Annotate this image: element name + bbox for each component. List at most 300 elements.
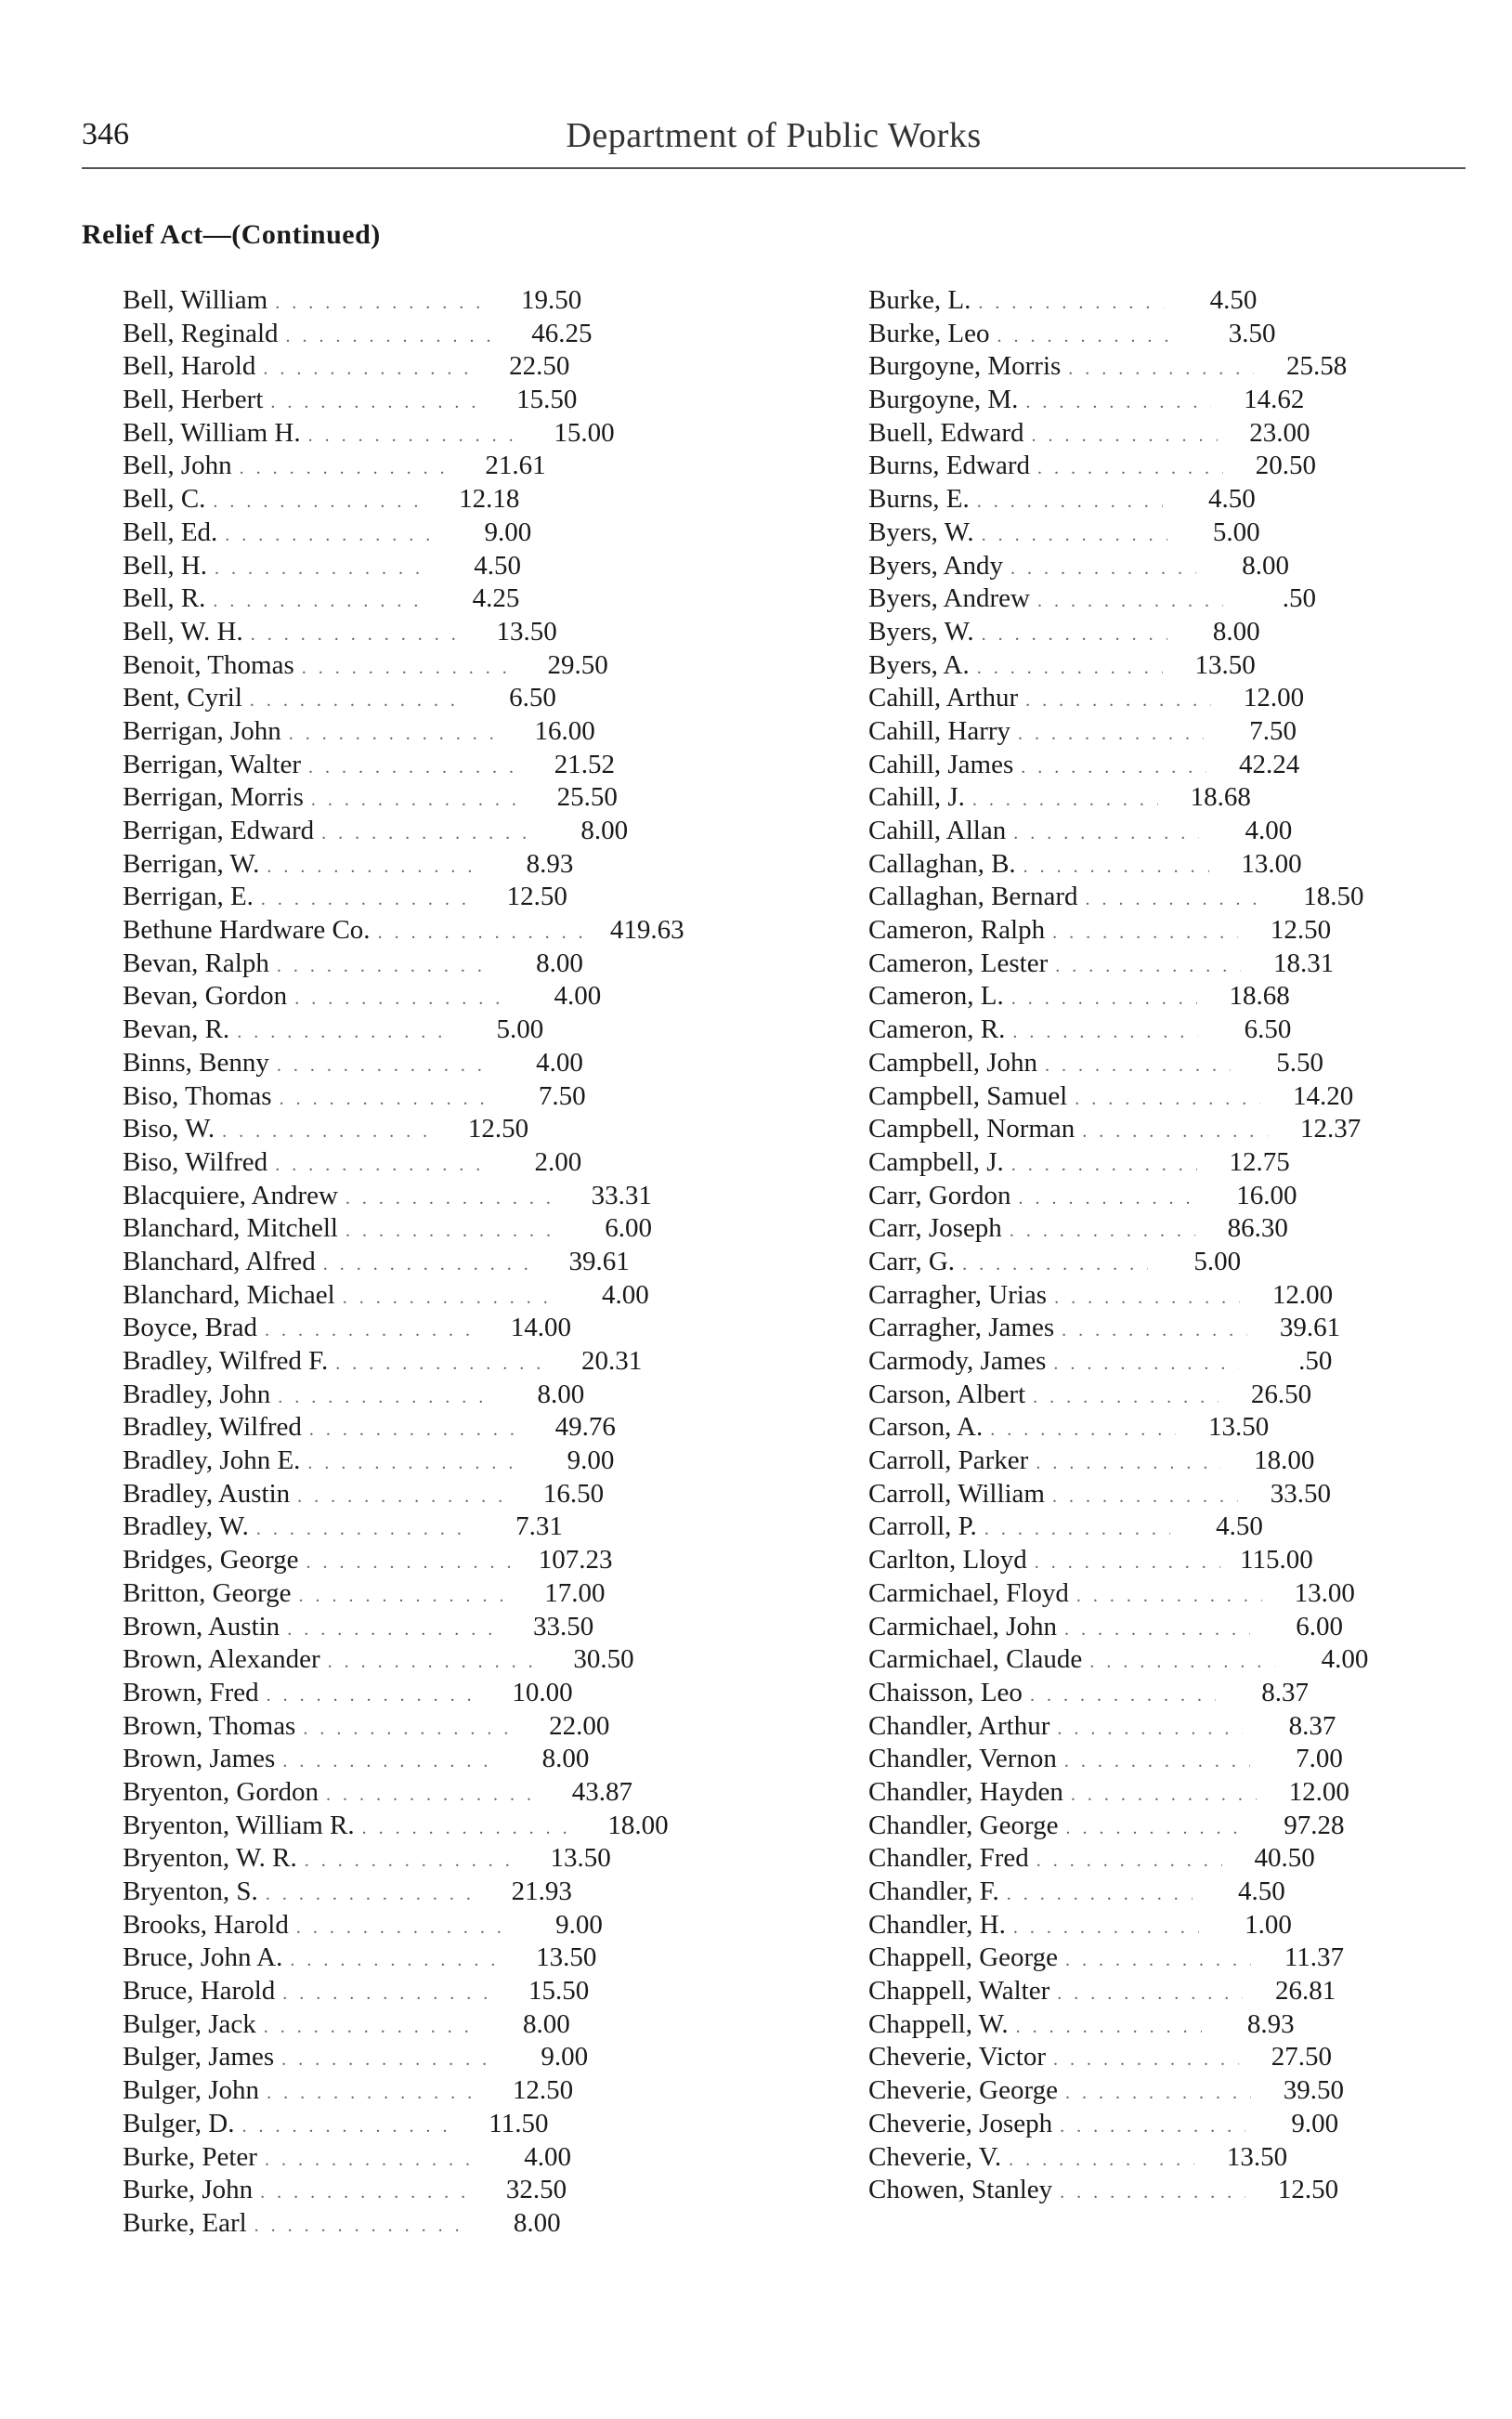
payee-name: Carmichael, Claude (868, 1644, 1083, 1675)
payee-name: Cameron, R. (868, 1014, 1006, 1045)
dot-leader (997, 320, 1182, 354)
list-item (868, 1842, 1385, 1876)
dot-leader (345, 1183, 559, 1216)
payment-amount: 4.00 (554, 981, 602, 1012)
list-item (868, 516, 1385, 550)
payment-amount: 32.50 (505, 2175, 567, 2205)
list-item (123, 649, 685, 683)
dot-leader (270, 386, 484, 420)
list-item (868, 682, 1385, 715)
dot-leader (1010, 1215, 1195, 1249)
payee-name: Bevan, Ralph (123, 948, 269, 978)
dot-leader (267, 2077, 480, 2111)
list-item (123, 1013, 685, 1047)
payment-amount: 11.50 (489, 2108, 549, 2138)
payment-amount: .50 (1298, 1346, 1333, 1376)
payee-name: Cameron, L. (868, 981, 1004, 1012)
list-item (868, 815, 1385, 848)
payee-name: Burgoyne, M. (868, 385, 1019, 415)
dot-leader (335, 1348, 549, 1381)
payment-amount: 13.00 (1294, 1577, 1355, 1608)
dot-leader (237, 1016, 450, 1050)
list-item (868, 2108, 1385, 2141)
payment-amount: 25.58 (1286, 351, 1348, 382)
list-item (123, 1909, 685, 1942)
list-item (123, 550, 685, 583)
payment-amount: 9.00 (1291, 2108, 1339, 2138)
dot-leader (1052, 917, 1238, 950)
running-title: Department of Public Works (566, 116, 982, 155)
payment-amount: 13.00 (1241, 848, 1302, 879)
list-item (868, 550, 1385, 583)
payment-amount: 33.50 (532, 1611, 594, 1641)
dot-leader (303, 1713, 516, 1746)
list-item (123, 1246, 685, 1279)
list-item (123, 1643, 685, 1677)
payment-amount: 13.50 (1226, 2141, 1288, 2172)
payment-amount: 8.00 (1212, 616, 1260, 647)
payee-name: Biso, W. (123, 1114, 215, 1144)
payment-amount: 4.00 (536, 1047, 583, 1078)
payment-amount: 12.50 (1277, 2175, 1339, 2205)
payee-name: Carr, Joseph (868, 1213, 1002, 1244)
payee-name: Brown, James (123, 1744, 276, 1774)
payment-amount: 25.50 (556, 782, 618, 813)
payee-name: Berrigan, E. (123, 882, 254, 912)
payee-name: Bell, Harold (123, 351, 256, 382)
list-item (868, 417, 1385, 451)
list-item (123, 2174, 685, 2207)
payment-amount: 13.50 (1194, 649, 1256, 680)
payee-name: Carlton, Lloyd (868, 1545, 1027, 1576)
payment-amount: 7.31 (515, 1511, 563, 1542)
list-item (868, 715, 1385, 749)
payment-amount: 8.00 (513, 2207, 561, 2238)
payee-name: Brown, Alexander (123, 1644, 320, 1675)
list-item (868, 384, 1385, 417)
payment-amount: 4.00 (601, 1279, 649, 1310)
dot-leader (305, 1845, 518, 1878)
payment-amount: 4.50 (1208, 484, 1256, 515)
list-item (123, 1842, 685, 1876)
payee-name: Campbell, John (868, 1047, 1038, 1078)
dot-leader (260, 2177, 474, 2210)
payee-name: Chowen, Stanley (868, 2175, 1053, 2205)
payee-name: Berrigan, John (123, 715, 281, 746)
payment-amount: 97.28 (1284, 1810, 1345, 1840)
payment-amount: 12.50 (467, 1114, 529, 1144)
payment-amount: 115.00 (1240, 1545, 1313, 1576)
dot-leader (297, 1481, 511, 1514)
payment-amount: 20.50 (1255, 451, 1316, 481)
payment-amount: 21.61 (485, 451, 546, 481)
payee-name: Carmichael, John (868, 1611, 1057, 1641)
payment-amount: 6.00 (1296, 1611, 1343, 1641)
list-item (868, 948, 1385, 981)
payment-amount: 9.00 (555, 1909, 603, 1940)
dot-leader (280, 1083, 493, 1117)
payee-name: Britton, George (123, 1577, 292, 1608)
dot-leader (299, 1580, 513, 1614)
payee-name: Bent, Cyril (123, 683, 242, 713)
payee-name: Blacquiere, Andrew (123, 1180, 338, 1210)
list-item (123, 848, 685, 882)
list-item (123, 1478, 685, 1511)
payee-name: Carroll, William (868, 1478, 1045, 1509)
payment-amount: 9.00 (484, 516, 532, 547)
dot-leader (250, 685, 463, 718)
list-item (123, 1544, 685, 1577)
list-item (868, 649, 1385, 683)
payment-amount: 39.61 (1279, 1313, 1341, 1343)
list-item (868, 284, 1385, 318)
payee-name: Cahill, Harry (868, 715, 1011, 746)
payment-amount: 18.50 (1303, 882, 1364, 912)
payee-name: Benoit, Thomas (123, 649, 294, 680)
list-item (123, 1180, 685, 1213)
payment-amount: 39.61 (568, 1246, 630, 1276)
payment-amount: 15.50 (528, 1976, 590, 2007)
payment-amount: 12.50 (506, 882, 567, 912)
list-item (868, 1810, 1385, 1843)
dot-leader (287, 1614, 501, 1647)
list-item (123, 1776, 685, 1810)
payment-amount: 49.76 (554, 1412, 616, 1443)
dot-leader (1054, 1282, 1240, 1315)
list-item (868, 1975, 1385, 2008)
payee-name: Bradley, W. (123, 1511, 249, 1542)
dot-leader (1057, 1978, 1243, 2011)
payment-amount: 43.87 (571, 1776, 633, 1807)
list-item (123, 318, 685, 351)
dot-leader (978, 287, 1164, 320)
payee-name: Bell, Herbert (123, 385, 264, 415)
payee-name: Bethune Hardware Co. (123, 915, 371, 946)
payment-amount: 22.00 (549, 1710, 610, 1741)
payee-name: Brown, Austin (123, 1611, 280, 1641)
list-item (868, 1345, 1385, 1379)
dot-leader (302, 652, 515, 686)
list-item (123, 1379, 685, 1412)
payee-name: Biso, Thomas (123, 1080, 272, 1111)
list-item (123, 1611, 685, 1644)
payment-amount: 8.00 (1242, 550, 1289, 581)
list-item (868, 2074, 1385, 2108)
payee-name: Carmichael, Floyd (868, 1577, 1069, 1608)
payee-name: Bruce, Harold (123, 1976, 276, 2007)
dot-leader (213, 486, 426, 519)
payment-amount: 14.00 (510, 1313, 571, 1343)
dot-leader (282, 1978, 496, 2011)
dot-leader (982, 619, 1167, 652)
list-item (868, 881, 1385, 914)
payee-name: Bulger, James (123, 2042, 275, 2072)
list-item (868, 980, 1385, 1013)
payee-name: Bryenton, Gordon (123, 1776, 319, 1807)
payee-name: Burke, L. (868, 285, 971, 315)
list-item (868, 616, 1385, 649)
dot-leader (308, 752, 522, 785)
list-item (868, 2008, 1385, 2042)
dot-leader (265, 1314, 478, 1348)
list-item (868, 1113, 1385, 1146)
list-item (123, 1113, 685, 1146)
payment-amount: 14.62 (1244, 385, 1305, 415)
list-item (123, 417, 685, 451)
payee-name: Chandler, Hayden (868, 1776, 1063, 1807)
list-item (123, 749, 685, 782)
payee-name: Byers, A. (868, 649, 970, 680)
payment-amount: 8.93 (1246, 2008, 1295, 2039)
payee-name: Chandler, Fred (868, 1843, 1029, 1874)
payee-name: Byers, Andrew (868, 583, 1030, 614)
payee-name: Binns, Benny (123, 1047, 269, 1078)
list-item (123, 1876, 685, 1909)
payment-amount: 20.31 (580, 1346, 643, 1376)
payment-amount: 4.50 (474, 550, 522, 581)
list-item (868, 1279, 1385, 1313)
dot-leader (1053, 2044, 1239, 2077)
dot-leader (306, 1547, 520, 1580)
list-item (123, 781, 685, 815)
payee-name: Bruce, John A. (123, 1942, 283, 1973)
dot-leader (1036, 1447, 1221, 1481)
payee-name: Campbell, Samuel (868, 1080, 1068, 1111)
payment-amount: 18.00 (1254, 1445, 1315, 1476)
payee-name: Buell, Edward (868, 417, 1024, 448)
payee-name: Bradley, Wilfred F. (123, 1346, 329, 1376)
payee-name: Cameron, Ralph (868, 915, 1046, 946)
payee-name: Chandler, Arthur (868, 1710, 1050, 1741)
payee-name: Chappell, Walter (868, 1976, 1050, 2007)
dot-leader (1065, 1944, 1251, 1978)
dot-leader (1033, 1381, 1219, 1415)
list-item (123, 1146, 685, 1180)
dot-leader (266, 1878, 479, 1912)
list-item (868, 318, 1385, 351)
list-item (123, 450, 685, 483)
payment-amount: 29.50 (547, 649, 608, 680)
payee-name: Boyce, Brad (123, 1313, 257, 1343)
payment-amount: 5.00 (1212, 516, 1260, 547)
payment-amount: 9.00 (541, 2042, 589, 2072)
payee-name: Chandler, Vernon (868, 1744, 1057, 1774)
payee-name: Cahill, James (868, 749, 1014, 779)
list-item (868, 1909, 1385, 1942)
list-item (123, 815, 685, 848)
list-item (123, 914, 685, 948)
list-item (868, 1180, 1385, 1213)
payment-amount: 18.31 (1273, 948, 1335, 978)
list-item (123, 948, 685, 981)
payment-amount: 86.30 (1227, 1213, 1288, 1244)
payee-name: Carroll, Parker (868, 1445, 1029, 1476)
payee-name: Bradley, John (123, 1379, 271, 1409)
payment-amount: 12.00 (1243, 683, 1305, 713)
list-item (868, 1379, 1385, 1412)
list-item (123, 2108, 685, 2141)
payment-amount: 419.63 (609, 915, 684, 946)
dot-leader (1037, 452, 1223, 486)
payment-amount: 10.00 (512, 1677, 573, 1707)
payment-amount: .50 (1282, 583, 1316, 614)
dot-leader (240, 452, 453, 486)
payee-name: Brown, Thomas (123, 1710, 296, 1741)
payee-name: Blanchard, Michael (123, 1279, 335, 1310)
list-item (868, 1643, 1385, 1677)
list-item (868, 350, 1385, 384)
payment-amount: 8.00 (541, 1744, 590, 1774)
payee-name: Burke, Leo (868, 318, 990, 348)
dot-leader (1035, 1547, 1220, 1580)
payment-amount: 33.31 (591, 1180, 652, 1210)
dot-leader (278, 1381, 491, 1415)
dot-leader (1065, 2077, 1251, 2111)
payee-name: Cameron, Lester (868, 948, 1049, 978)
dot-leader (1062, 1314, 1247, 1348)
payment-amount: 16.50 (542, 1478, 605, 1509)
payee-name: Bryenton, W. R. (123, 1843, 297, 1874)
payee-name: Chappell, George (868, 1942, 1059, 1973)
dot-leader (1009, 2144, 1194, 2177)
dot-leader (1060, 2177, 1245, 2210)
dot-leader (311, 784, 525, 817)
payment-amount: 18.68 (1229, 981, 1290, 1012)
payee-name: Berrigan, Walter (123, 749, 301, 779)
payment-amount: 23.00 (1249, 417, 1310, 448)
payment-amount: 7.50 (1249, 715, 1297, 746)
dot-leader (1064, 1614, 1250, 1647)
list-item (868, 1411, 1385, 1445)
dot-leader (1016, 2011, 1202, 2045)
payment-amount: 4.50 (1209, 285, 1258, 315)
dot-leader (1037, 585, 1223, 619)
payee-name: Bevan, Gordon (123, 981, 288, 1012)
dot-leader (1025, 386, 1211, 420)
payment-amount: 16.00 (534, 715, 595, 746)
dot-leader (1064, 1746, 1250, 1779)
dot-leader (378, 917, 592, 950)
list-item (868, 1710, 1385, 1744)
payee-name: Bradley, Austin (123, 1478, 291, 1509)
dot-leader (977, 486, 1163, 519)
payee-name: Carroll, P. (868, 1511, 977, 1542)
list-item (123, 1510, 685, 1544)
list-item (123, 1942, 685, 1975)
list-item (123, 1212, 685, 1246)
dot-leader (289, 718, 502, 752)
dot-leader (323, 1249, 537, 1282)
payee-name: Chandler, F. (868, 1876, 999, 1906)
dot-leader (261, 883, 475, 917)
payment-amount: 4.00 (524, 2141, 571, 2172)
payee-name: Brown, Fred (123, 1677, 259, 1707)
list-item (868, 1677, 1385, 1710)
payment-amount: 18.68 (1190, 782, 1251, 813)
dot-leader (1052, 1481, 1238, 1514)
dot-leader (215, 553, 428, 586)
dot-leader (307, 1447, 521, 1481)
payment-amount: 7.50 (538, 1080, 586, 1111)
payment-amount: 12.50 (512, 2075, 574, 2106)
payee-name: Berrigan, Edward (123, 816, 315, 845)
dot-leader (1012, 1016, 1198, 1050)
dot-leader (275, 287, 489, 320)
dot-leader (1071, 1779, 1257, 1812)
dot-leader (1089, 1646, 1275, 1680)
left-column-list (123, 284, 685, 2241)
payee-name: Byers, Andy (868, 550, 1003, 581)
list-item (868, 483, 1385, 516)
payment-amount: 33.50 (1270, 1478, 1331, 1509)
list-item (868, 1776, 1385, 1810)
payment-amount: 107.23 (538, 1545, 613, 1576)
payee-name: Bell, H. (123, 550, 208, 581)
page-number: 346 (82, 117, 129, 151)
dot-leader (962, 1249, 1148, 1282)
dot-leader (1023, 851, 1209, 884)
dot-leader (1011, 1149, 1197, 1183)
dot-leader (326, 1779, 540, 1812)
dot-leader (1065, 1812, 1251, 1846)
dot-leader (1021, 752, 1206, 785)
dot-leader (1030, 1680, 1216, 1713)
payee-name: Burke, Earl (123, 2207, 247, 2238)
list-item (868, 582, 1385, 616)
right-column-list (868, 284, 1385, 2207)
payee-name: Bradley, John E. (123, 1445, 301, 1476)
list-item (868, 1013, 1385, 1047)
payment-amount: 5.00 (1193, 1246, 1242, 1276)
payment-amount: 6.50 (509, 683, 556, 713)
payment-amount: 12.00 (1271, 1279, 1334, 1310)
payee-name: Cheverie, Victor (868, 2042, 1046, 2072)
payee-name: Bell, C. (123, 484, 206, 515)
dot-leader (1075, 1083, 1260, 1117)
dot-leader (264, 2011, 477, 2045)
dot-leader (308, 420, 522, 453)
list-item (123, 2207, 685, 2241)
dot-leader (345, 1215, 559, 1249)
payment-amount: 42.24 (1239, 749, 1300, 779)
list-item (123, 516, 685, 550)
dot-leader (251, 619, 464, 652)
dot-leader (1036, 1845, 1222, 1878)
payment-amount: 40.50 (1254, 1843, 1315, 1874)
list-item (868, 1577, 1385, 1611)
payee-name: Carr, Gordon (868, 1180, 1011, 1210)
payee-name: Bulger, Jack (123, 2008, 256, 2039)
list-item (123, 2008, 685, 2042)
payment-amount: 13.50 (536, 1942, 597, 1973)
list-item (868, 2174, 1385, 2207)
list-item (123, 1047, 685, 1080)
payee-name: Byers, W. (868, 616, 974, 647)
list-item (868, 781, 1385, 815)
dot-leader (1076, 1580, 1262, 1614)
payment-amount: 8.00 (536, 948, 583, 978)
dot-leader (1055, 950, 1241, 984)
payee-name: Carmody, James (868, 1346, 1047, 1376)
payment-amount: 4.00 (1245, 816, 1293, 845)
payment-amount: 9.00 (567, 1445, 615, 1476)
dot-leader (256, 1513, 470, 1547)
payee-name: Bevan, R. (123, 1014, 230, 1045)
dot-leader (362, 1812, 576, 1846)
payment-amount: 13.50 (496, 616, 557, 647)
dot-leader (281, 2044, 495, 2077)
dot-leader (328, 1646, 541, 1680)
